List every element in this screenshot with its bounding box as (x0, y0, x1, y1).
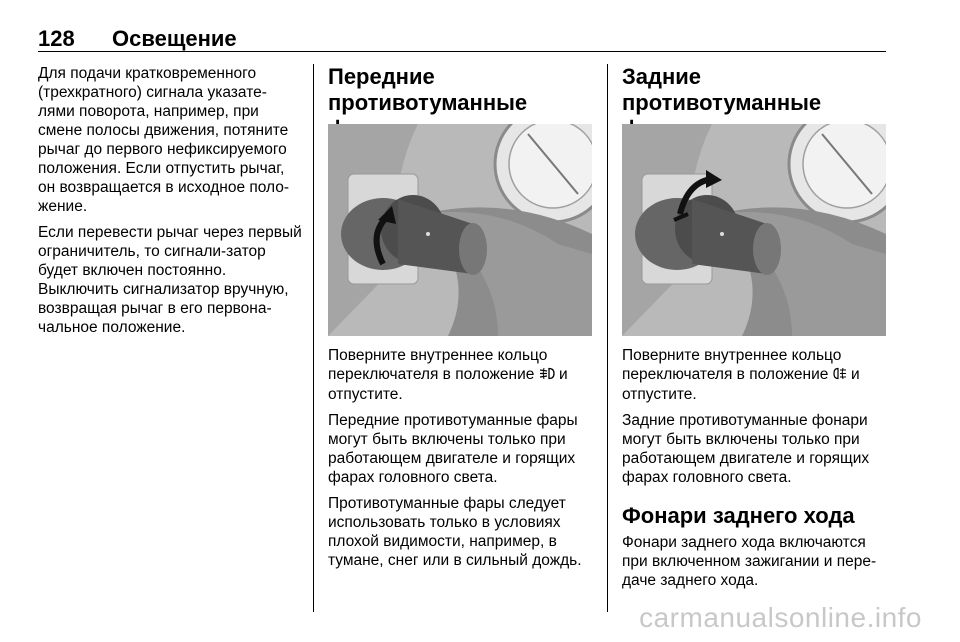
instruction-text-end: и отпустите. (622, 366, 860, 403)
paragraph: Для подачи кратковременного (трехкратного) сигнала указате-лями поворота, например, при смене полосы движения, потяните рычаг до первого нефиксируемого положения. Если отпустить рычаг, он возвращается в исходное поло-жение. (38, 65, 290, 215)
watermark: carmanualsonline.info (639, 602, 922, 633)
page-header (38, 26, 886, 52)
rear-fog-text (622, 346, 888, 597)
section-heading-front-fog: Передние противотуманные (328, 64, 528, 115)
instruction-paragraph (622, 346, 888, 404)
column-divider (313, 64, 314, 612)
instruction-text: Поверните внутреннее кольцо переключателя в положение (622, 347, 842, 383)
paragraph: Фонари заднего хода включаются при включенном зажигании и пере-даче заднего хода. (622, 534, 877, 589)
chapter-title: Освещение (112, 26, 237, 51)
page-number: 128 (38, 26, 75, 51)
column-divider (607, 64, 608, 612)
front-fog-text (328, 346, 594, 577)
front-fog-switch-illustration (328, 124, 592, 336)
paragraph: Задние противотуманные фонари могут быть включены только при работающем двигателе и горящих фарах головного света. (622, 412, 870, 486)
rear-fog-light-icon (833, 367, 847, 383)
section-heading-rear-fog: Задние противотуманные (622, 64, 822, 115)
rear-fog-switch-illustration (622, 124, 886, 336)
instruction-text: Поверните внутреннее кольцо переключателя в положение (328, 347, 548, 383)
instruction-text-end: и отпустите. (328, 366, 568, 403)
paragraph: Передние противотуманные фары могут быть включены только при работающем двигателе и горящих фарах головного света. (328, 412, 578, 486)
section-heading-reverse-lights: Фонари заднего хода (622, 503, 855, 528)
rear-fog-switch-drawing (622, 124, 886, 336)
paragraph: Если перевести рычаг через первый ограничитель, то сигнали-затор будет включен постоянно. Выключить сигнализатор вручную, возвращая рычаг в его первона-чальное положение. (38, 224, 302, 336)
instruction-paragraph (328, 346, 594, 404)
front-fog-switch-drawing (328, 124, 592, 336)
front-fog-light-icon (539, 367, 555, 383)
column-left (38, 64, 302, 344)
paragraph: Противотуманные фары следует использовать только в условиях плохой видимости, например, в тумане, снег или в сильный дождь. (328, 495, 582, 569)
